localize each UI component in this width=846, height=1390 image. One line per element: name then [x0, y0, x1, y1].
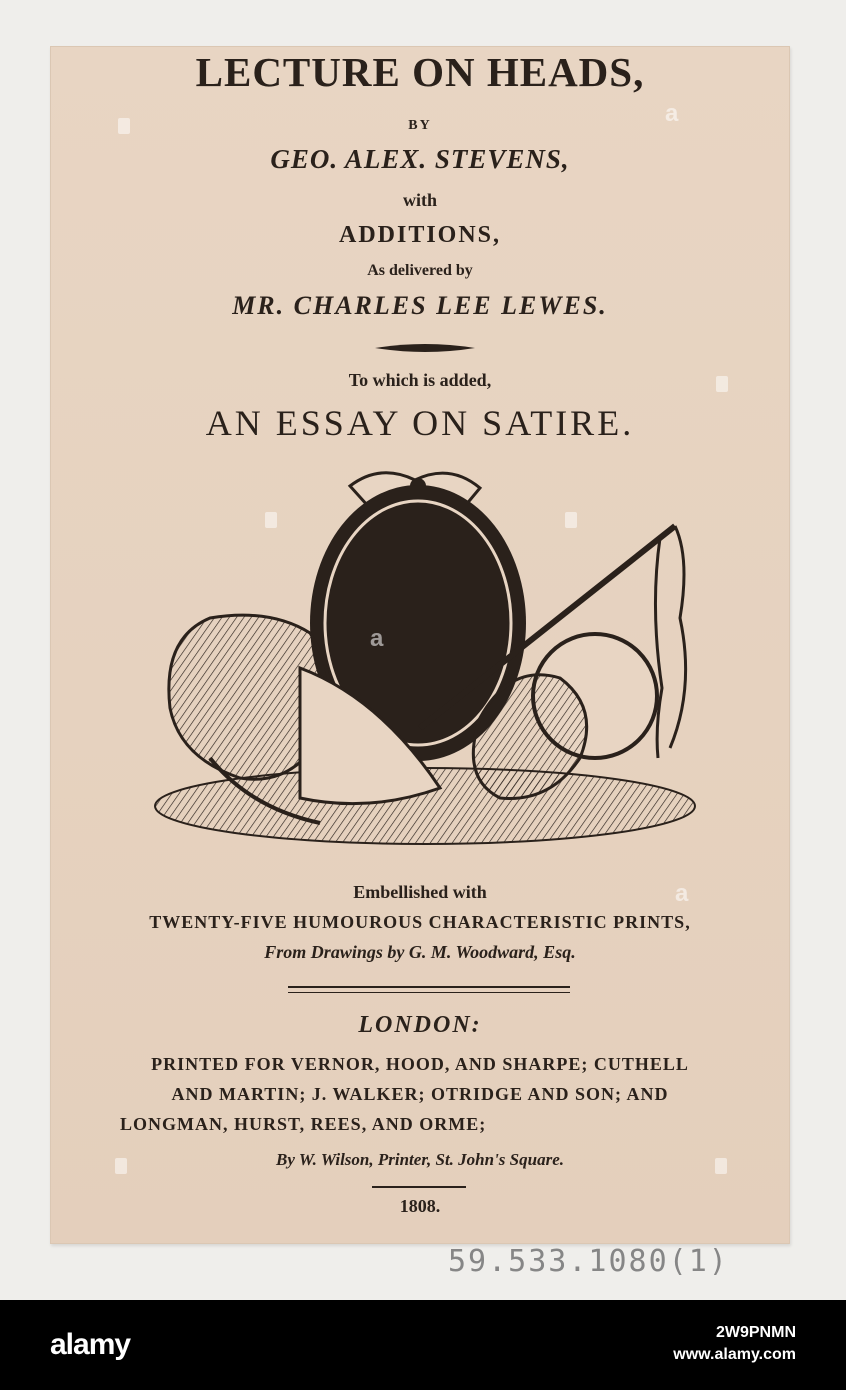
added-label: To which is added,	[348, 370, 492, 390]
watermark-dot	[715, 1158, 727, 1174]
by-label: BY	[408, 118, 432, 133]
publication-year: 1808.	[399, 1196, 441, 1216]
imprint-line-2: AND MARTIN; J. WALKER; OTRIDGE AND SON; AND	[171, 1084, 669, 1104]
watermark-dot	[565, 512, 577, 528]
imprint-line-3: LONGMAN, HURST, REES, AND ORME;	[120, 1114, 487, 1134]
watermark-dot	[118, 118, 130, 134]
drawings-credit: From Drawings by G. M. Woodward, Esq.	[264, 942, 576, 962]
watermark-banner	[0, 1300, 846, 1390]
printer-credit: By W. Wilson, Printer, St. John's Square.	[276, 1150, 564, 1169]
watermark-dot	[265, 512, 277, 528]
accession-number: 59.533.1080(1)	[448, 1244, 729, 1279]
additions-label: ADDITIONS,	[338, 222, 502, 248]
year-rule	[372, 1186, 466, 1188]
image-id: 2W9PNMN	[715, 1324, 796, 1341]
author-name: GEO. ALEX. STEVENS,	[270, 144, 570, 174]
title-page	[50, 46, 790, 1244]
watermark-alamy: a	[370, 625, 383, 652]
prints-label: TWENTY-FIVE HUMOUROUS CHARACTERISTIC PRINTS,	[149, 912, 691, 932]
woodcut-illustration	[150, 458, 700, 868]
imprint-line-1: PRINTED FOR VERNOR, HOOD, AND SHARPE; CUTHELL	[151, 1054, 689, 1074]
embellished-label: Embellished with	[353, 882, 487, 902]
with-label: with	[402, 190, 437, 210]
watermark-dot	[716, 376, 728, 392]
double-rule-bottom	[288, 992, 570, 993]
watermark-alamy: a	[665, 100, 678, 127]
site-url: www.alamy.com	[673, 1346, 796, 1363]
city-label: LONDON:	[358, 1012, 482, 1038]
essay-title: AN ESSAY ON SATIRE.	[205, 403, 635, 443]
delivered-by-label: As delivered by	[367, 262, 473, 279]
alamy-logo: alamy	[50, 1328, 131, 1361]
performer-name: MR. CHARLES LEE LEWES.	[232, 291, 608, 320]
watermark-dot	[115, 1158, 127, 1174]
double-rule-top	[288, 986, 570, 988]
image-credit	[673, 1322, 796, 1366]
watermark-alamy: a	[675, 880, 688, 907]
book-title: LECTURE ON HEADS,	[195, 49, 645, 95]
ornament-rule	[375, 341, 475, 355]
